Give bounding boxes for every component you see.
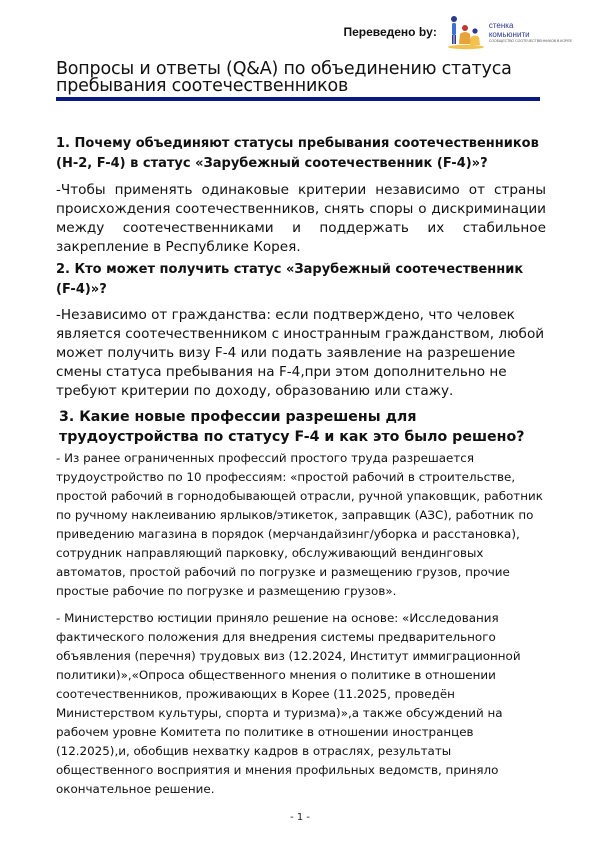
page-title: Вопросы и ответы (Q&A) по объединению статуса пребывания соотечественников: [56, 59, 512, 96]
qa-content: [56, 134, 546, 799]
answer-3-professions: - Из ранее ограниченных профессий простого труда разрешается трудоустройство по 10 профессиям: «простой рабочий в строительстве, простой рабочий в горнодобывающей отрасли, ручной упаковщик, работник по ручному наклеиванию ярлыков/этикеток, заправщик (АЗС), работник по приведению магазина в порядок (мерчандайзинг/уборка и расстановка), сотрудник направляющий парковку, обслуживающий вендинговых автоматов, простой рабочий по погрузке и размещению грузов, прочие простые рабочие по погрузке и размещению грузов».: [56, 451, 543, 598]
page-number: - 1 -: [290, 812, 310, 823]
qa-section-2: [56, 260, 546, 401]
question-3: 3. Какие новые профессии разрешены для трудоустройства по статусу F-4 и как это было решено?: [59, 409, 525, 445]
logo-text: [489, 21, 572, 44]
question-2: 2. Кто может получить статус «Зарубежный соотечественник (F-4)»?: [56, 262, 524, 297]
page-header: [343, 12, 572, 52]
qa-section-1: [56, 134, 546, 257]
answer-1: -Чтобы применять одинаковые критерии независимо от страны происхождения соотечественников, снять споры о дискриминации между соотечественниками и поддержать их стабильное закрепление в Республике Корея.: [56, 182, 546, 255]
logo-line-2: комьюнити: [488, 29, 530, 39]
answer-2: -Независимо от гражданства: если подтверждено, что человек является соотечественником с иностранным гражданством, любой может получить визу F-4 или подать заявление на разрешение смены статуса пребывания на F-4,при этом дополнительно не требуют критерии по доходу, образованию или стажу.: [56, 307, 545, 399]
question-1: 1. Почему объединяют статусы пребывания соотечественников (H-2, F-4) в статус «Зарубежный соотечественник (F-4)»?: [56, 136, 539, 171]
title-block: [56, 61, 540, 101]
logo-line-1: стенка: [488, 20, 514, 30]
community-figures-icon: [445, 14, 487, 50]
logo-tagline: СООБЩЕСТВО СООТЕЧЕСТВЕННИКОВ В КОРЕЕ: [488, 38, 572, 43]
answer-3-decision: - Министерство юстиции приняло решение на основе: «Исследования фактического положения для внедрения системы предварительного объявления (перечня) трудовых виз (12.2024, Институт иммиграционной политики)»,«Опроса общественного мнения о политике в отношении соотечественников, проживающих в Корее (11.2025, проведён Министерством культуры, спорта и туризма)»,а также обсуждений на рабочем уровне Комитета по политике в отношении иностранцев (12.2025),и, обобщив нехватку кадров в отраслях, результаты общественного восприятия и мнения профильных ведомств, приняло окончательное решение.: [56, 611, 521, 796]
title-underline: [56, 97, 540, 101]
community-logo: [445, 14, 572, 50]
qa-section-3: [56, 407, 546, 799]
translated-by-label: Переведено by:: [343, 25, 437, 39]
